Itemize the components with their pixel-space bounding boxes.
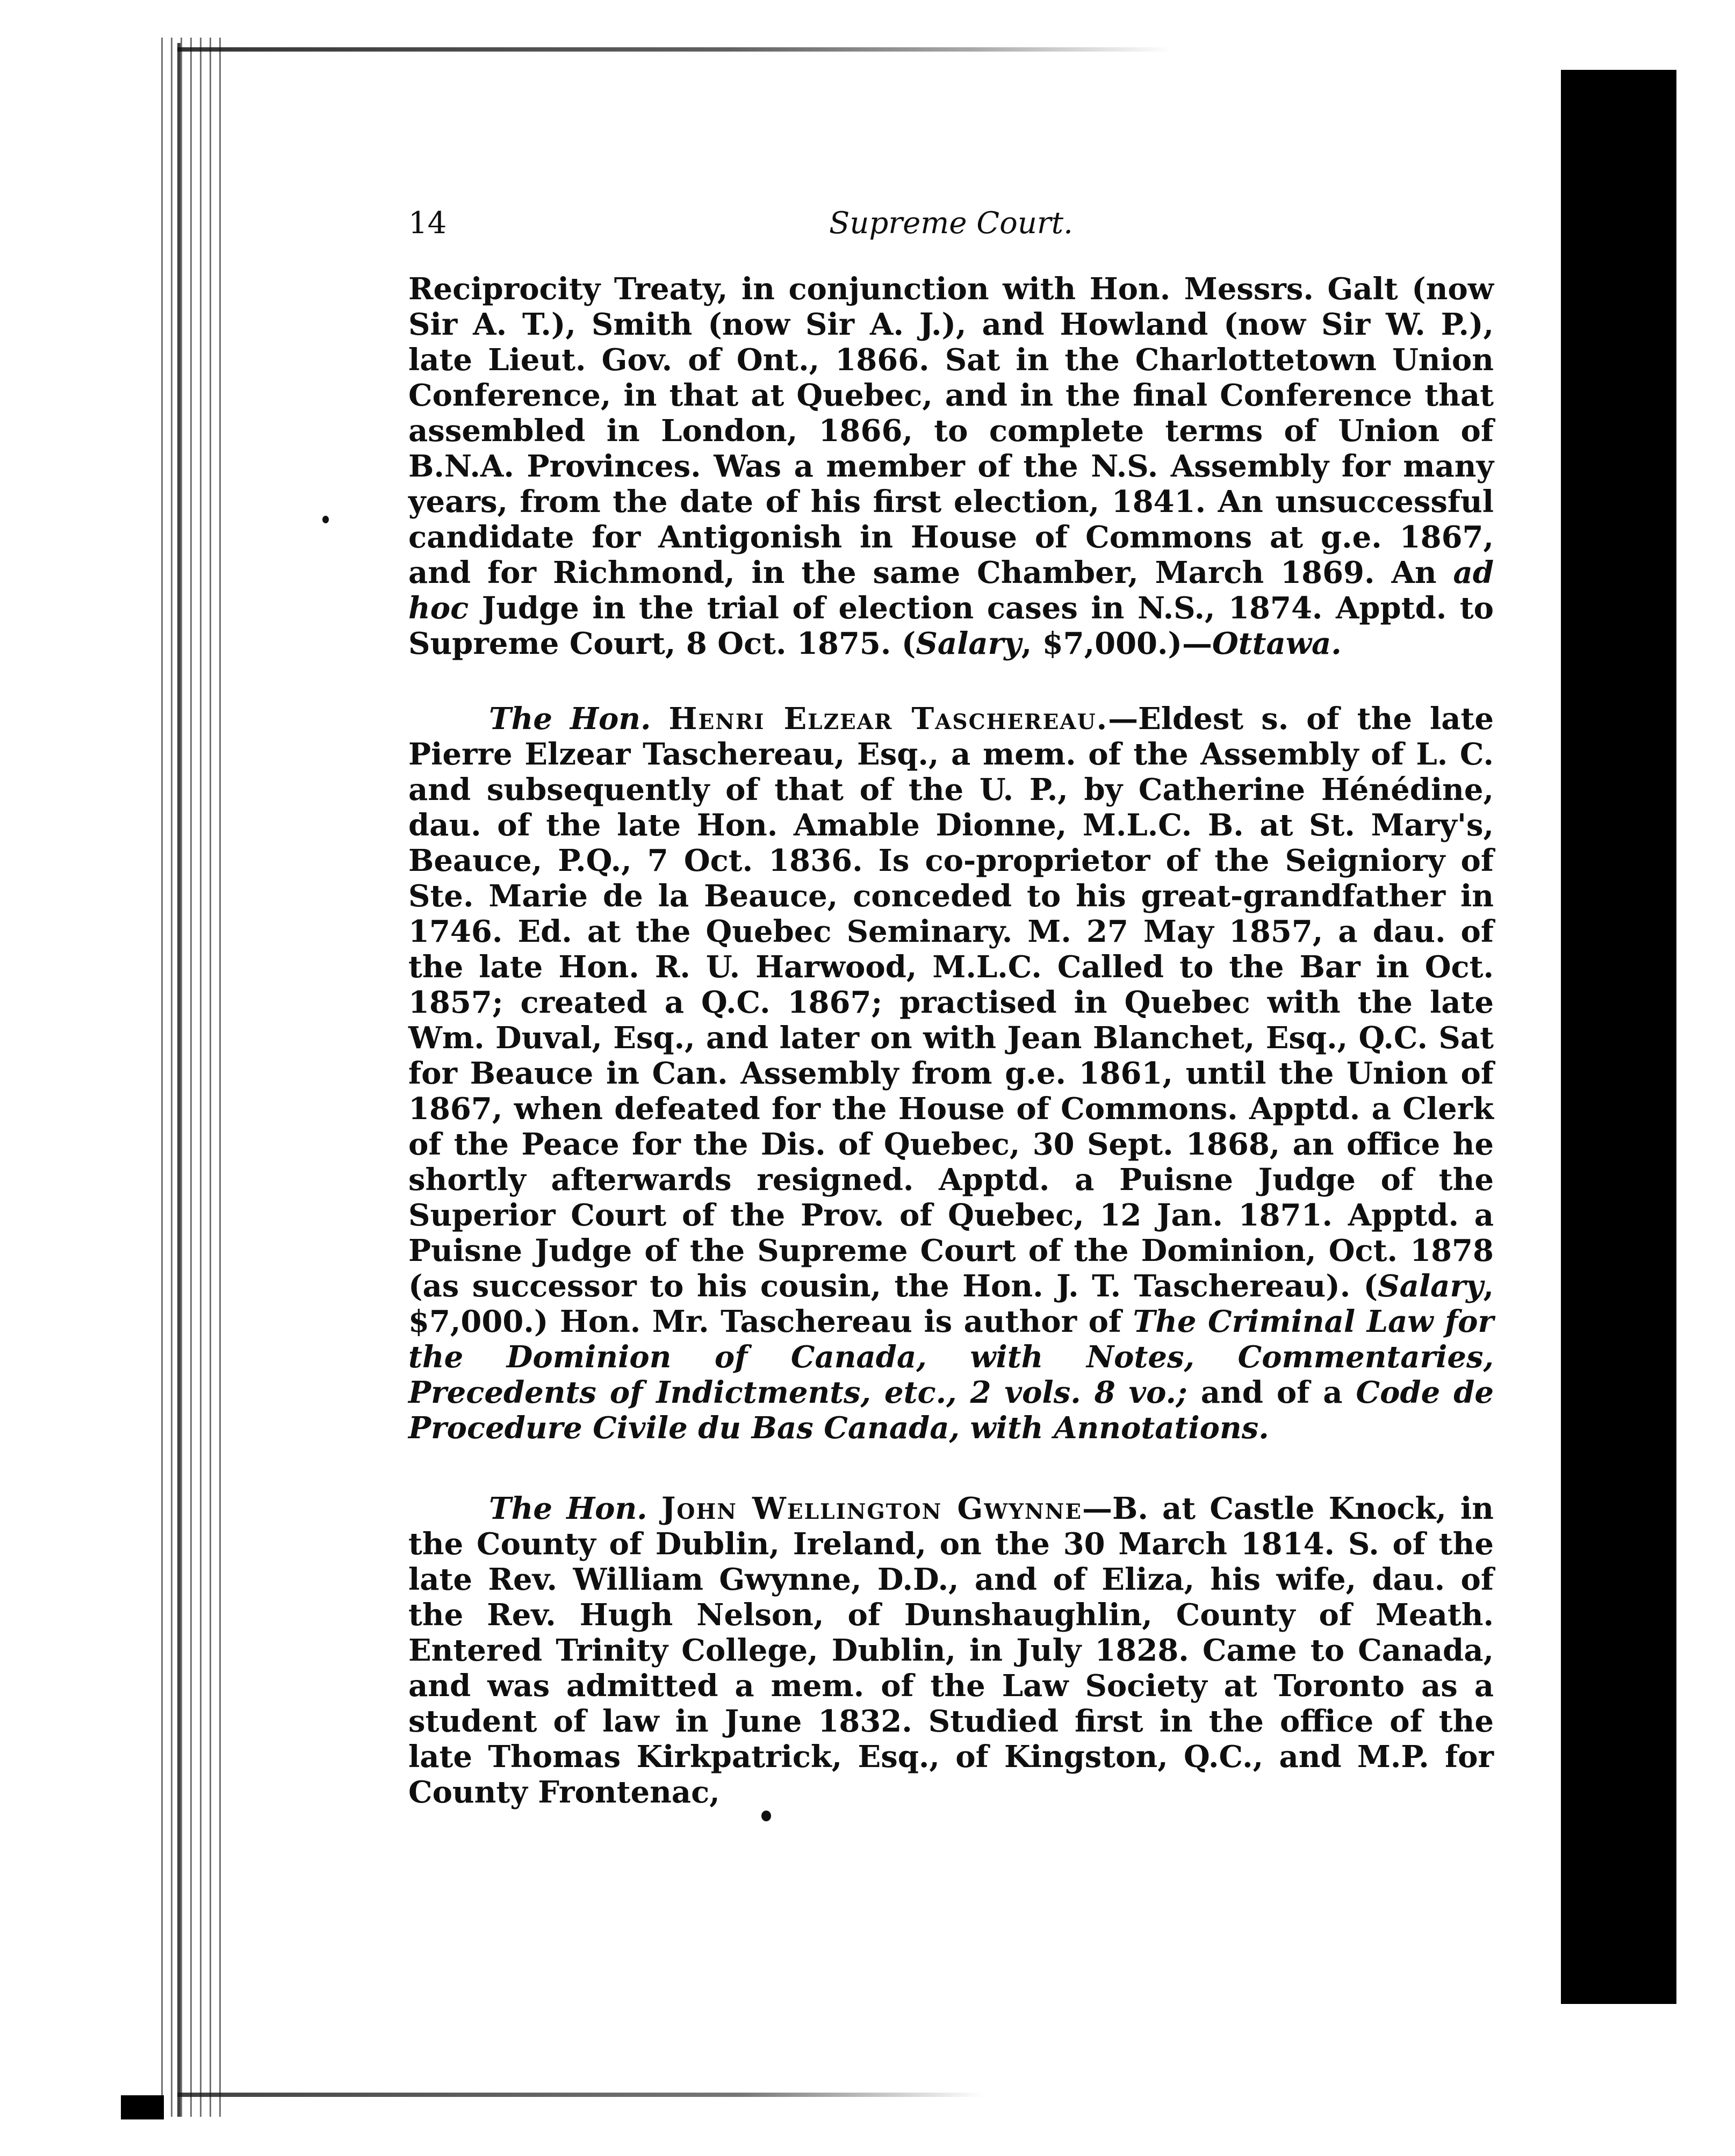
paragraph-text: Reciprocity Treaty, in conjunction with Hon. Messrs. Galt (now Sir A. T.), Smith (now Sir A. J.), and Howland (now Sir W. P.), late Lieut. Gov. of Ont., 1866. Sat in the Charlottetown Union Conference, in that at Quebec, and in the final Conference that assembled in London, 1866, to complete terms of Union of B.N.A. Provinces. Was a member of the N.S. Assembly for many years, from the date of his first election, 1841. An unsuccessful candidate for Antigonish in House of Commons at g.e. 1867, and for Richmond, in the same Chamber, March 1869. An <box>408 271 1494 590</box>
salary-value: , $7,000.)— <box>1021 626 1213 661</box>
ink-speck <box>322 516 329 523</box>
scan-corner-mark <box>121 2095 164 2119</box>
book-title: Code de Procedure Civile du Bas Canada, with Annotations. <box>408 1375 1494 1446</box>
paragraph-text: —B. at Castle Knock, in the County of Dublin, Ireland, on the 30 March 1814. S. of the late Rev. William Gwynne, D.D., and of Eliza, his wife, dau. of the Rev. Hugh Nelson, of Dunshaughlin, County of Meath. Entered Trinity College, Dublin, in July 1828. Came to Canada, and was admitted a mem. of the Law Society at Toronto as a student of law in June 1832. Studied first in the office of the late Thomas Kirkpatrick, Esq., of Kingston, Q.C., and M.P. for County Frontenac, <box>408 1491 1494 1810</box>
book-title: The Criminal Law for the Dominion of Canada, with Notes, Commentaries, Precedents of Indictments, etc. <box>408 1304 1494 1410</box>
page-binding-edge <box>161 38 226 2117</box>
honorific: The Hon. <box>489 701 651 737</box>
scan-right-dark-bar <box>1561 70 1676 2004</box>
salary-label: Salary <box>1378 1268 1484 1304</box>
paragraph-gwynne <box>408 1491 1494 1810</box>
salary-label: Salary <box>916 626 1021 661</box>
bottom-scan-rule <box>177 2093 983 2097</box>
honorific: The Hon. <box>489 1491 647 1526</box>
paragraph-text: and of a <box>1200 1375 1356 1410</box>
paragraph-galt-continuation <box>408 271 1494 661</box>
paragraph-taschereau <box>408 701 1494 1446</box>
ink-speck <box>761 1811 771 1821</box>
page-header <box>408 206 1494 254</box>
top-scan-rule <box>177 47 1171 52</box>
judge-name: Henri Elzear Taschereau. <box>668 701 1108 737</box>
page-number: 14 <box>408 206 447 241</box>
salary-value: , $7,000.) Hon. Mr. Taschereau is author of <box>408 1268 1494 1339</box>
paragraph-text: —Eldest s. of the late Pierre Elzear Taschereau, Esq., a mem. of the Assembly of L. C. and subsequently of that of the U. P., by Catherine Hénédine, dau. of the late Hon. Amable Dionne, M.L.C. B. at St. Mary's, Beauce, P.Q., 7 Oct. 1836. Is co-proprietor of the Seigniory of Ste. Marie de la Beauce, conceded to his great-grandfather in 1746. Ed. at the Quebec Seminary. M. 27 May 1857, a dau. of the late Hon. R. U. Harwood, M.L.C. Called to the Bar in Oct. 1857; created a Q.C. 1867; practised in Quebec with the late Wm. Duval, Esq., and later on with Jean Blanchet, Esq., Q.C. Sat for Beauce in Can. Assembly from g.e. 1861, until the Union of 1867, when defeated for the House of Commons. Apptd. a Clerk of the Peace for the Dis. of Quebec, 30 Sept. 1868, an office he shortly afterwards resigned. Apptd. a Puisne Judge of the Superior Court of the Prov. of Quebec, 12 Jan. 1871. Apptd. a Puisne Judge of the Supreme Court of the Dominion, Oct. 1878 (as successor to his cousin, the Hon. J. T. Taschereau). ( <box>408 701 1494 1304</box>
book-volumes: , 2 vols. 8 vo.; <box>946 1375 1201 1410</box>
running-head: Supreme Court. <box>829 206 1073 241</box>
latin-phrase: ad hoc <box>408 555 1494 626</box>
judge-name: John Wellington Gwynne <box>661 1491 1082 1526</box>
paragraph-text: Judge in the trial of election cases in N.S., 1874. Apptd. to Supreme Court, 8 Oct. 1875. ( <box>408 590 1494 661</box>
page-left-frame <box>177 43 181 2117</box>
residence-city: Ottawa. <box>1212 626 1342 661</box>
